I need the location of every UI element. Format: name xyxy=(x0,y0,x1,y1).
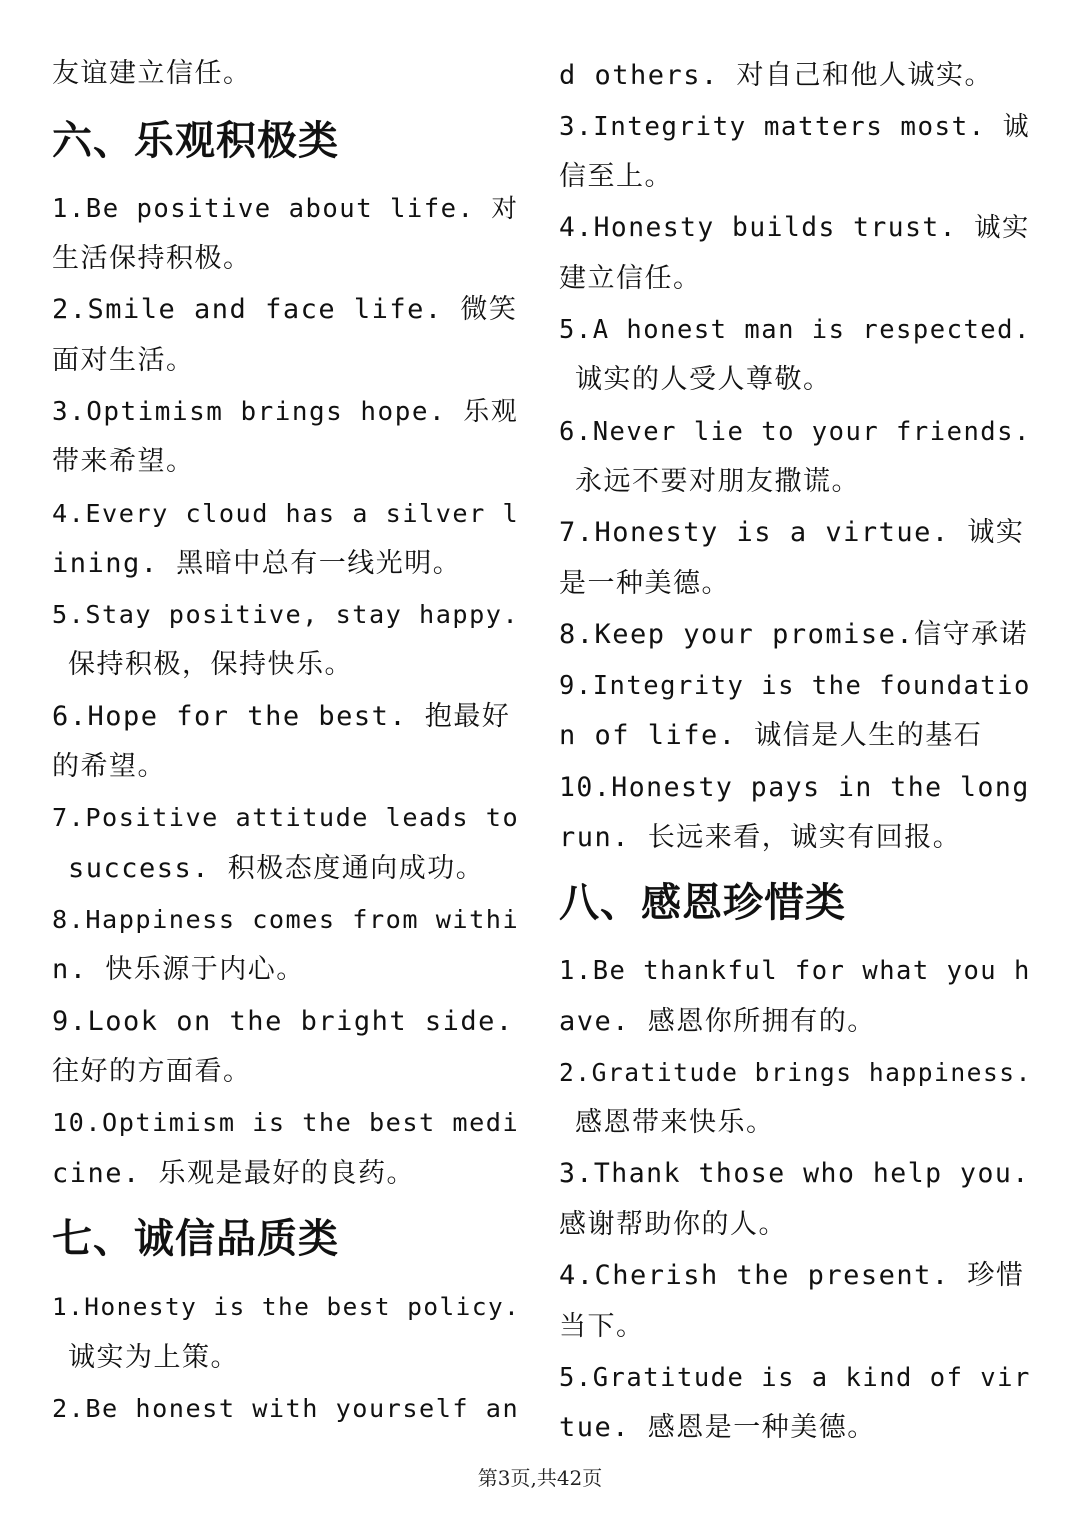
sentence-line: tue. 感恩是一种美德。 xyxy=(559,1412,876,1443)
sentence-line: 3.Optimism brings hope. 乐观 xyxy=(52,397,519,427)
sentence-line: 感谢帮助你的人。 xyxy=(559,1209,787,1240)
sentence-line: 2.Gratitude brings happiness. xyxy=(559,1058,1032,1087)
sentence-line: 8.Keep your promise.信守承诺 xyxy=(559,619,1029,650)
sentence-line: ave. 感恩你所拥有的。 xyxy=(559,1006,876,1037)
sentence-line: n of life. 诚信是人生的基石 xyxy=(559,720,983,751)
sentence-line: 9.Integrity is the foundatio xyxy=(559,671,1031,701)
sentence-line: 3.Integrity matters most. 诚 xyxy=(559,112,1031,142)
sentence-line: n. 快乐源于内心。 xyxy=(52,954,305,985)
sentence-line: 面对生活。 xyxy=(52,345,195,376)
sentence-line: 1.Be thankful for what you h xyxy=(559,956,1031,986)
sentence-line: 建立信任。 xyxy=(559,263,702,294)
sentence-line: 永远不要对朋友撒谎。 xyxy=(575,466,860,497)
sentence-line: 4.Cherish the present. 珍惜 xyxy=(559,1260,1025,1291)
sentence-line: 诚实的人受人尊敬。 xyxy=(575,364,832,395)
section-heading-integrity: 七、诚信品质类 xyxy=(52,1216,339,1262)
sentence-line: 10.Honesty pays in the long xyxy=(559,772,1030,803)
sentence-line: 4.Every cloud has a silver l xyxy=(52,499,520,528)
sentence-line: 带来希望。 xyxy=(52,446,195,477)
sentence-line: 9.Look on the bright side. xyxy=(52,1006,514,1037)
sentence-line: 6.Never lie to your friends. xyxy=(559,417,1031,447)
page-number-footer: 第3页,共42页 xyxy=(477,1466,603,1490)
sentence-line: ining. 黑暗中总有一线光明。 xyxy=(52,548,462,579)
sentence-line: cine. 乐观是最好的良药。 xyxy=(52,1158,416,1189)
sentence-line: 4.Honesty builds trust. 诚实 xyxy=(559,213,1030,243)
sentence-line: run. 长远来看，诚实有回报。 xyxy=(559,822,962,853)
sentence-line: 8.Happiness comes from withi xyxy=(52,905,520,934)
sentence-line: 5.Stay positive, stay happy. xyxy=(52,600,520,629)
sentence-line: 往好的方面看。 xyxy=(52,1056,252,1087)
sentence-line: 的希望。 xyxy=(52,751,166,782)
sentence-line: success. 积极态度通向成功。 xyxy=(68,853,485,884)
sentence-line: d others. 对自己和他人诚实。 xyxy=(559,60,994,91)
sentence-line: 6.Hope for the best. 抱最好 xyxy=(52,701,511,732)
sentence-line: 5.Gratitude is a kind of vir xyxy=(559,1363,1031,1393)
sentence-line: 1.Be positive about life. 对 xyxy=(52,194,519,224)
sentence-line: 当下。 xyxy=(559,1311,645,1342)
sentence-line: 生活保持积极。 xyxy=(52,243,252,274)
sentence-line: 感恩带来快乐。 xyxy=(575,1107,775,1138)
sentence-line: 2.Be honest with yourself an xyxy=(52,1394,520,1423)
sentence-line: 信至上。 xyxy=(559,161,673,192)
sentence-line: 5.A honest man is respected. xyxy=(559,315,1031,345)
sentence-line: 3.Thank those who help you. xyxy=(559,1158,1030,1189)
sentence-line: 10.Optimism is the best medi xyxy=(52,1108,520,1137)
sentence-line: 1.Honesty is the best policy. xyxy=(52,1292,521,1321)
section-heading-optimism: 六、乐观积极类 xyxy=(52,118,339,164)
sentence-line: 7.Positive attitude leads to xyxy=(52,803,520,832)
carry-over-line: 友谊建立信任。 xyxy=(52,58,252,89)
sentence-line: 2.Smile and face life. 微笑 xyxy=(52,294,518,325)
sentence-line: 诚实为上策。 xyxy=(68,1342,239,1373)
sentence-line: 7.Honesty is a virtue. 诚实 xyxy=(559,517,1025,548)
section-heading-gratitude: 八、感恩珍惜类 xyxy=(559,880,846,926)
sentence-line: 是一种美德。 xyxy=(559,568,730,599)
sentence-line: 保持积极，保持快乐。 xyxy=(68,649,353,680)
